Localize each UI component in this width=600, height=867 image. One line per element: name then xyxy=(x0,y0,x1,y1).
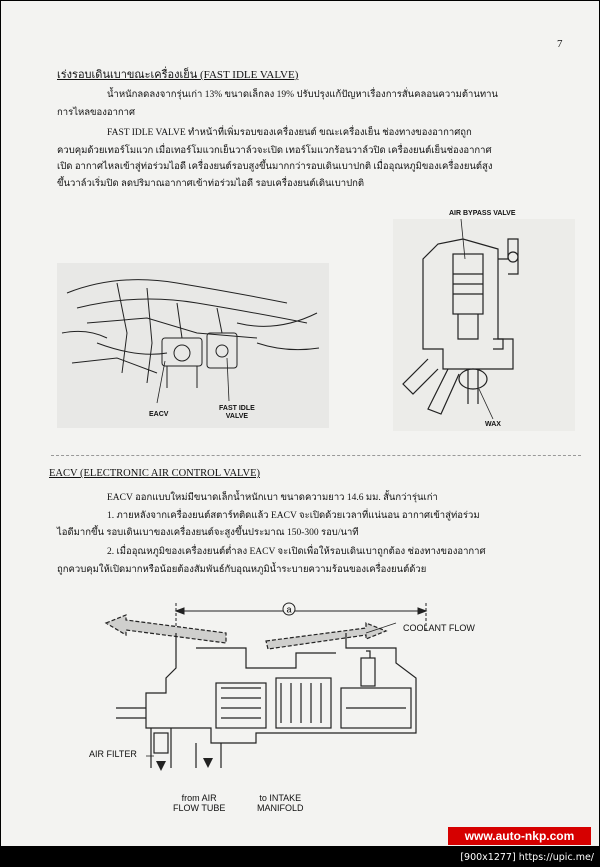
to-intake-manifold-label xyxy=(257,793,304,813)
wax-label: WAX xyxy=(485,421,501,428)
from-air-flow-tube-label xyxy=(173,793,225,813)
section-divider xyxy=(51,455,581,456)
watermark-banner: www.auto-nkp.com xyxy=(448,827,591,845)
paragraph-line: 2. เมื่ออุณหภูมิของเครื่องยนต์ต่ำลง EACV จะเปิดเพื่อให้รอบเดินเบาถูกต้อง ช่องทางของอากาศ xyxy=(107,547,486,557)
coolant-flow-label: COOLANT FLOW xyxy=(403,623,475,633)
section-heading-fast-idle-valve: เร่งรอบเดินเบาขณะเครื่องเย็น (FAST IDLE VALVE) xyxy=(57,69,299,81)
eacv-label: EACV xyxy=(149,411,169,418)
paragraph-line: ควบคุมด้วยเทอร์โมแวก เมื่อเทอร์โมแวกเย็นวาล์วจะเปิด เทอร์โมแวกร้อนวาล์วปิด เครื่องยนต์เย็นช่องอากาศ xyxy=(57,146,492,156)
paragraph-line: ถูกควบคุมให้เปิดมากหรือน้อยต้องสัมพันธ์กับอุณหภูมิน้ำระบายความร้อนของเครื่องยนต์ด้วย xyxy=(57,565,427,575)
paragraph-line: การไหลของอากาศ xyxy=(57,108,136,118)
paragraph-line: ขึ้นวาล์วเริ่มปิด ลดปริมาณอากาศเข้าท่อร่วมไอดี รอบเครื่องยนต์เดินเบาปกติ xyxy=(57,179,365,189)
paragraph-line: 1. ภายหลังจากเครื่องยนต์สตาร์ทติดแล้ว EACV จะเปิดด้วยเวลาที่แน่นอน อากาศเข้าสู่ท่อร่วม xyxy=(107,511,480,521)
paragraph-line: น้ำหนักลดลงจากรุ่นเก่า 13% ขนาดเล็กลง 19% ปรับปรุงแก้ปัญหาเรื่องการสั่นคลอนความต้านทาน xyxy=(107,90,498,100)
fast-idle-valve-label xyxy=(219,405,255,421)
section-heading-eacv: EACV (ELECTRONIC AIR CONTROL VALVE) xyxy=(49,468,260,479)
paragraph-line: EACV ออกแบบใหม่มีขนาดเล็กน้ำหนักเบา ขนาดความยาว 14.6 มม. สั้นกว่ารุ่นเก่า xyxy=(107,493,438,503)
air-bypass-valve-label: AIR BYPASS VALVE xyxy=(449,210,516,217)
dimension-label: a xyxy=(286,604,292,615)
fast-idle-valve-label-text: FAST IDLE VALVE xyxy=(219,405,255,420)
to-intake-manifold-text: to INTAKE MANIFOLD xyxy=(257,793,304,813)
from-air-flow-tube-text: from AIR FLOW TUBE xyxy=(173,793,226,813)
paragraph-line: เปิด อากาศไหลเข้าสู่ท่อร่วมไอดี เครื่องยนต์รอบสูงขึ้นมากกว่ารอบเดินเบาปกติ เมื่ออุณหภูมิของเครื่องยนต์สูง xyxy=(57,162,493,172)
paragraph-line: ไอดีมากขึ้น รอบเดินเบาของเครื่องยนต์จะสูงขึ้นประมาณ 150-300 รอบ/นาที xyxy=(57,528,359,538)
paragraph-line: FAST IDLE VALVE ทำหน้าที่เพิ่มรอบของเครื่องยนต์ ขณะเครื่องเย็น ช่องทางของอากาศถูก xyxy=(107,128,472,138)
image-info-text: [900x1277] https://upic.me/ xyxy=(460,852,594,863)
air-bypass-valve-diagram xyxy=(393,219,575,431)
image-info-footer xyxy=(0,848,600,867)
page-number: 7 xyxy=(557,38,563,50)
engine-bay-illustration xyxy=(57,263,329,428)
document-page xyxy=(1,1,599,846)
air-filter-label: AIR FILTER xyxy=(89,749,137,759)
